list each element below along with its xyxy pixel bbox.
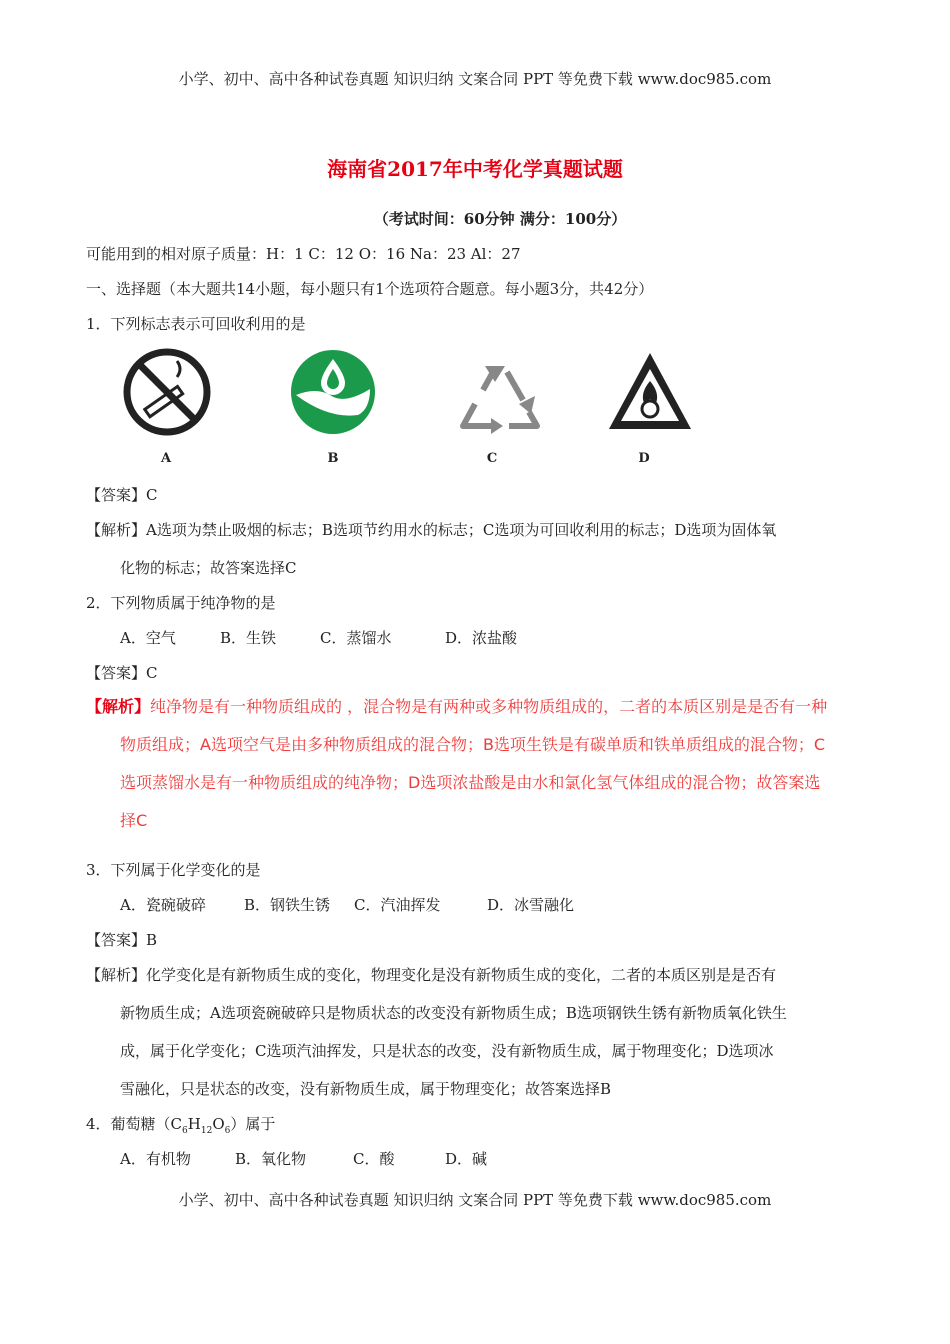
recycle-icon [455, 355, 545, 445]
analysis-3-line-1: 【解析】化学变化是有新物质生成的变化，物理变化是没有新物质生成的变化，二者的本质区别是是否有 [86, 966, 777, 984]
page-header: 小学、初中、高中各种试卷真题 知识归纳 文案合同 PPT 等免费下载 www.doc985.com [178, 70, 772, 88]
question-3: 3．下列属于化学变化的是 [86, 861, 261, 879]
option-d: D．冰雪融化 [487, 896, 575, 914]
answer-2: 【答案】C [86, 664, 158, 682]
option-b: B．氧化物 [235, 1150, 307, 1168]
option-c: C．蒸馏水 [320, 629, 392, 647]
analysis-text: 纯净物是有一种物质组成的 ，混合物是有两种或多种物质组成的，二者的本质区别是是否有一种 [150, 697, 828, 716]
no-smoking-icon [122, 347, 212, 437]
analysis-2-line-4: 择C [120, 811, 148, 830]
page-title: 海南省2017年中考化学真题试题 [327, 157, 623, 181]
exam-info: （考试时间：60分钟 满分：100分） [373, 210, 627, 228]
analysis-2-line-2: 物质组成；A选项空气是由多种物质组成的混合物；B选项生铁是有碳单质和铁单质组成的混合物；C [120, 735, 826, 754]
analysis-2-line-1 [86, 697, 827, 717]
question-4-options [120, 1149, 487, 1169]
question-1: 1．下列标志表示可回收利用的是 [86, 315, 306, 333]
o: O [212, 1115, 225, 1133]
answer-1: 【答案】C [86, 486, 158, 504]
atomic-mass: 可能用到的相对原子质量：H：1 C：12 O：16 Na：23 Al：27 [86, 245, 521, 263]
q4-suffix: ）属于 [230, 1115, 276, 1133]
page-footer: 小学、初中、高中各种试卷真题 知识归纳 文案合同 PPT 等免费下载 www.doc985.com [178, 1191, 772, 1209]
option-b: B．生铁 [220, 629, 277, 647]
q4-prefix: 4．葡萄糖（C [86, 1115, 183, 1133]
question-2: 2．下列物质属于纯净物的是 [86, 594, 276, 612]
analysis-3-line-3: 成，属于化学变化；C选项汽油挥发，只是状态的改变，没有新物质生成，属于物理变化；D选项冰 [120, 1042, 774, 1060]
sub: 6 [224, 1126, 231, 1136]
analysis-1-line-1: 【解析】A选项为禁止吸烟的标志；B选项节约用水的标志；C选项为可回收利用的标志；D选项为固体氧 [86, 521, 777, 539]
icon-label-c: C [486, 451, 498, 466]
analysis-3-line-2: 新物质生成；A选项瓷碗破碎只是物质状态的改变没有新物质生成；B选项钢铁生锈有新物质氧化铁生 [120, 1004, 787, 1022]
question-4 [86, 1114, 275, 1141]
option-b: B．钢铁生锈 [244, 896, 331, 914]
icon-label-b: B [327, 451, 339, 466]
option-c: C．汽油挥发 [354, 896, 441, 914]
section-heading: 一、选择题（本大题共14小题，每小题只有1个选项符合题意。每小题3分，共42分） [86, 280, 654, 298]
answer-3: 【答案】B [86, 931, 158, 949]
question-3-options [120, 895, 574, 915]
analysis-1-line-2: 化物的标志；故答案选择C [120, 559, 297, 577]
sub: 6 [182, 1126, 188, 1136]
option-d: D．碱 [445, 1150, 488, 1168]
question-2-options [120, 628, 517, 648]
water-saving-icon [288, 347, 378, 437]
option-d: D．浓盐酸 [445, 629, 518, 647]
option-a: A．有机物 [120, 1150, 191, 1168]
option-a: A．空气 [120, 629, 176, 647]
icon-label-d: D [638, 451, 650, 466]
oxidizer-warning-icon [605, 347, 695, 437]
sub: 12 [200, 1126, 213, 1136]
h: H [187, 1115, 201, 1133]
analysis-2-line-3: 选项蒸馏水是有一种物质组成的纯净物；D选项浓盐酸是由水和氯化氢气体组成的混合物；故答案选 [120, 773, 821, 792]
option-a: A．瓷碗破碎 [120, 896, 206, 914]
analysis-3-line-4: 雪融化，只是状态的改变，没有新物质生成，属于物理变化；故答案选择B [120, 1080, 612, 1098]
icon-label-a: A [160, 451, 172, 466]
analysis-tag: 【解析】 [86, 697, 151, 716]
option-c: C．酸 [353, 1150, 395, 1168]
